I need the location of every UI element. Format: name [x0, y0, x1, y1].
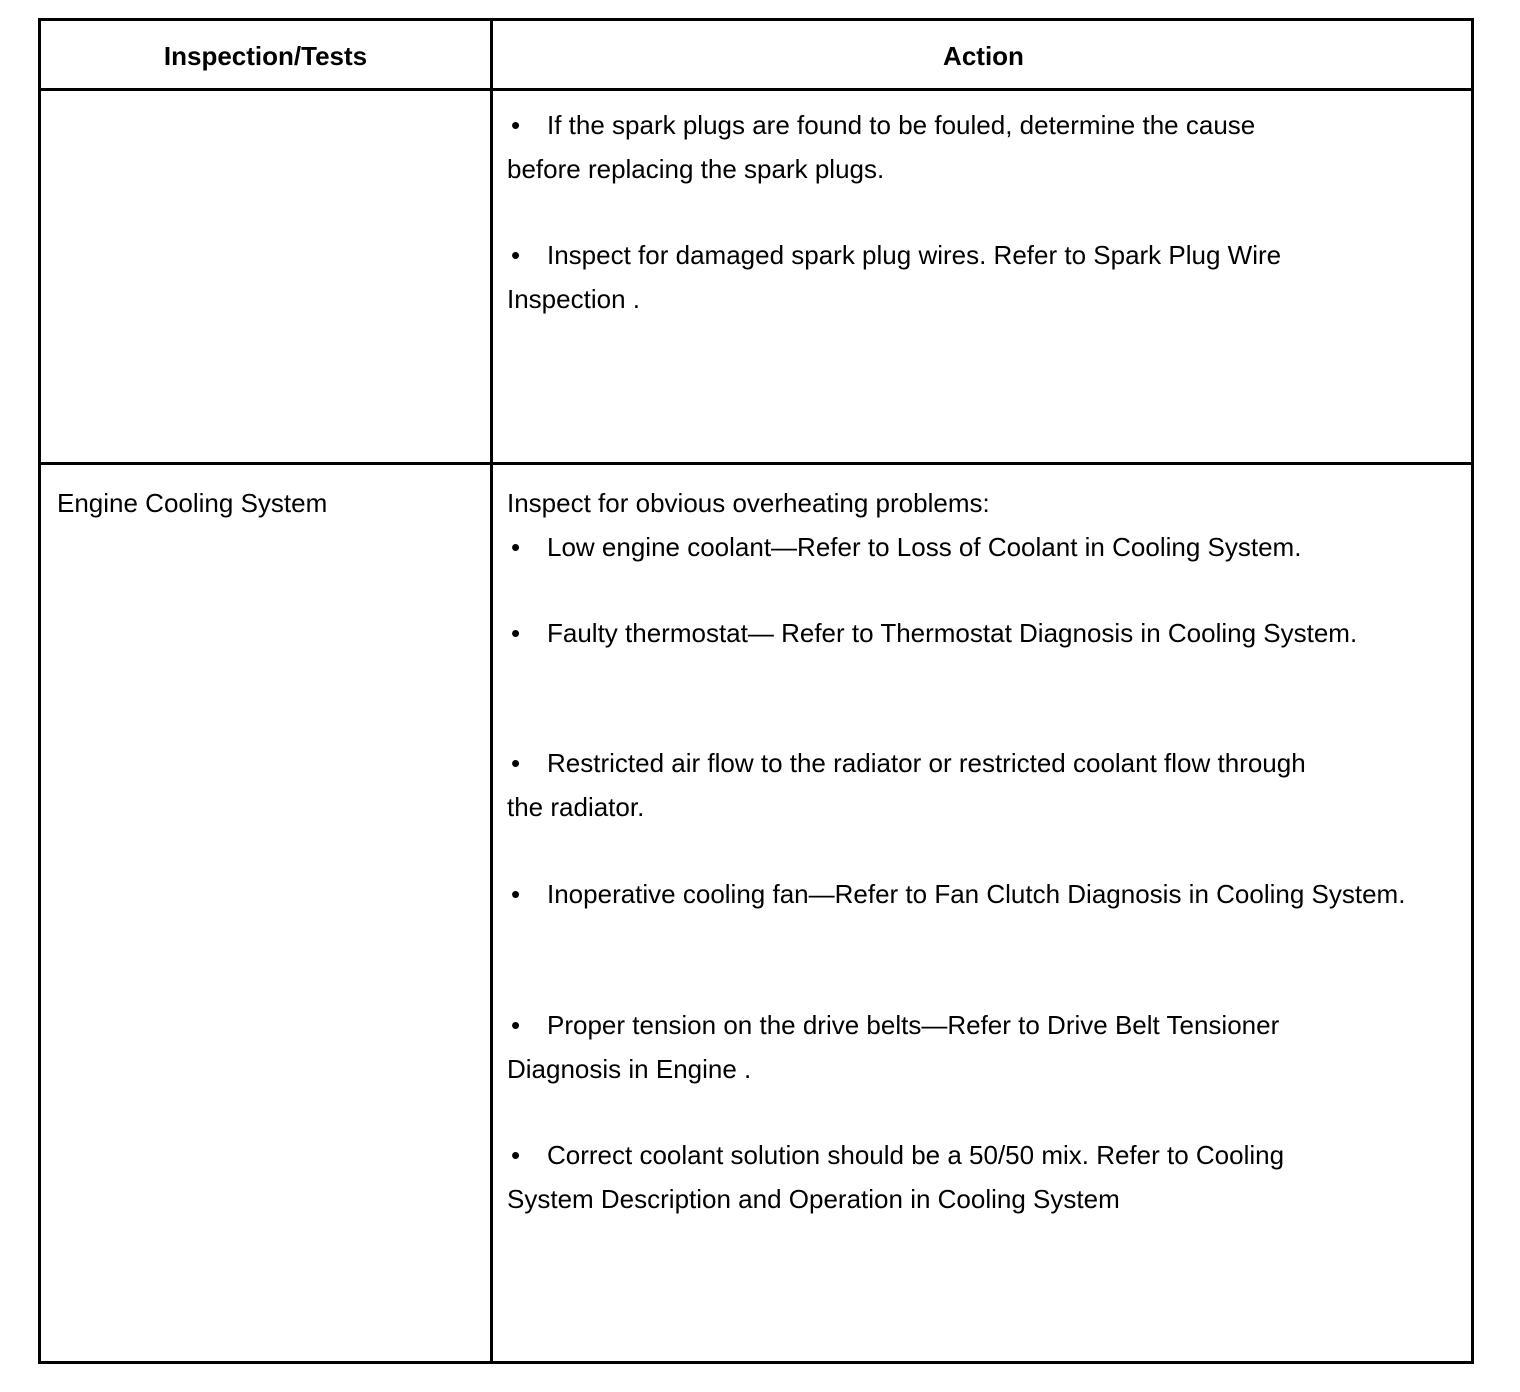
- bullet-icon: •: [511, 618, 521, 648]
- row1-item-2-line2: Inspection .: [507, 284, 640, 314]
- row2-item-1: [507, 525, 1301, 569]
- row2-intro: Inspect for obvious overheating problems:: [507, 488, 990, 518]
- row2-item-4-line1: Inoperative cooling fan—Refer to Fan Clutch Diagnosis in Cooling System.: [547, 879, 1406, 909]
- row2-item-5: [507, 1003, 1279, 1091]
- bullet-icon: •: [511, 1140, 521, 1170]
- row-divider: [41, 462, 1471, 465]
- row2-item-3-line1: Restricted air flow to the radiator or restricted coolant flow through: [547, 748, 1306, 778]
- row1-item-1-line1: If the spark plugs are found to be fouled, determine the cause: [547, 110, 1256, 140]
- inspection-table: [38, 18, 1474, 1364]
- bullet-icon: •: [511, 240, 521, 270]
- row2-item-3: [507, 741, 1306, 829]
- row2-inspection: Engine Cooling System: [57, 488, 328, 518]
- bullet-icon: •: [511, 1010, 521, 1040]
- row2-item-1-line1: Low engine coolant—Refer to Loss of Coolant in Cooling System.: [547, 532, 1302, 562]
- header-action: Action: [943, 40, 1024, 71]
- row2-item-6: [507, 1133, 1284, 1221]
- row2-item-3-line2: the radiator.: [507, 792, 645, 822]
- row2-item-5-line2: Diagnosis in Engine .: [507, 1054, 752, 1084]
- row1-item-1-line2: before replacing the spark plugs.: [507, 154, 885, 184]
- bullet-icon: •: [511, 879, 521, 909]
- row2-item-2-line1: Faulty thermostat— Refer to Thermostat Diagnosis in Cooling System.: [547, 618, 1358, 648]
- column-divider: [490, 21, 493, 1361]
- bullet-icon: •: [511, 532, 521, 562]
- row2-item-4: [507, 872, 1405, 916]
- row1-item-2: [507, 233, 1281, 321]
- row2-item-6-line1: Correct coolant solution should be a 50/50 mix. Refer to Cooling: [547, 1140, 1285, 1170]
- row1-item-1: [507, 103, 1255, 191]
- header-inspection-tests: Inspection/Tests: [163, 40, 368, 71]
- row2-item-6-line2: System Description and Operation in Cooling System: [507, 1184, 1120, 1214]
- bullet-icon: •: [511, 748, 521, 778]
- row1-item-2-line1: Inspect for damaged spark plug wires. Refer to Spark Plug Wire: [547, 240, 1282, 270]
- row2-item-2: [507, 611, 1357, 655]
- row2-item-5-line1: Proper tension on the drive belts—Refer to Drive Belt Tensioner: [547, 1010, 1280, 1040]
- bullet-icon: •: [511, 110, 521, 140]
